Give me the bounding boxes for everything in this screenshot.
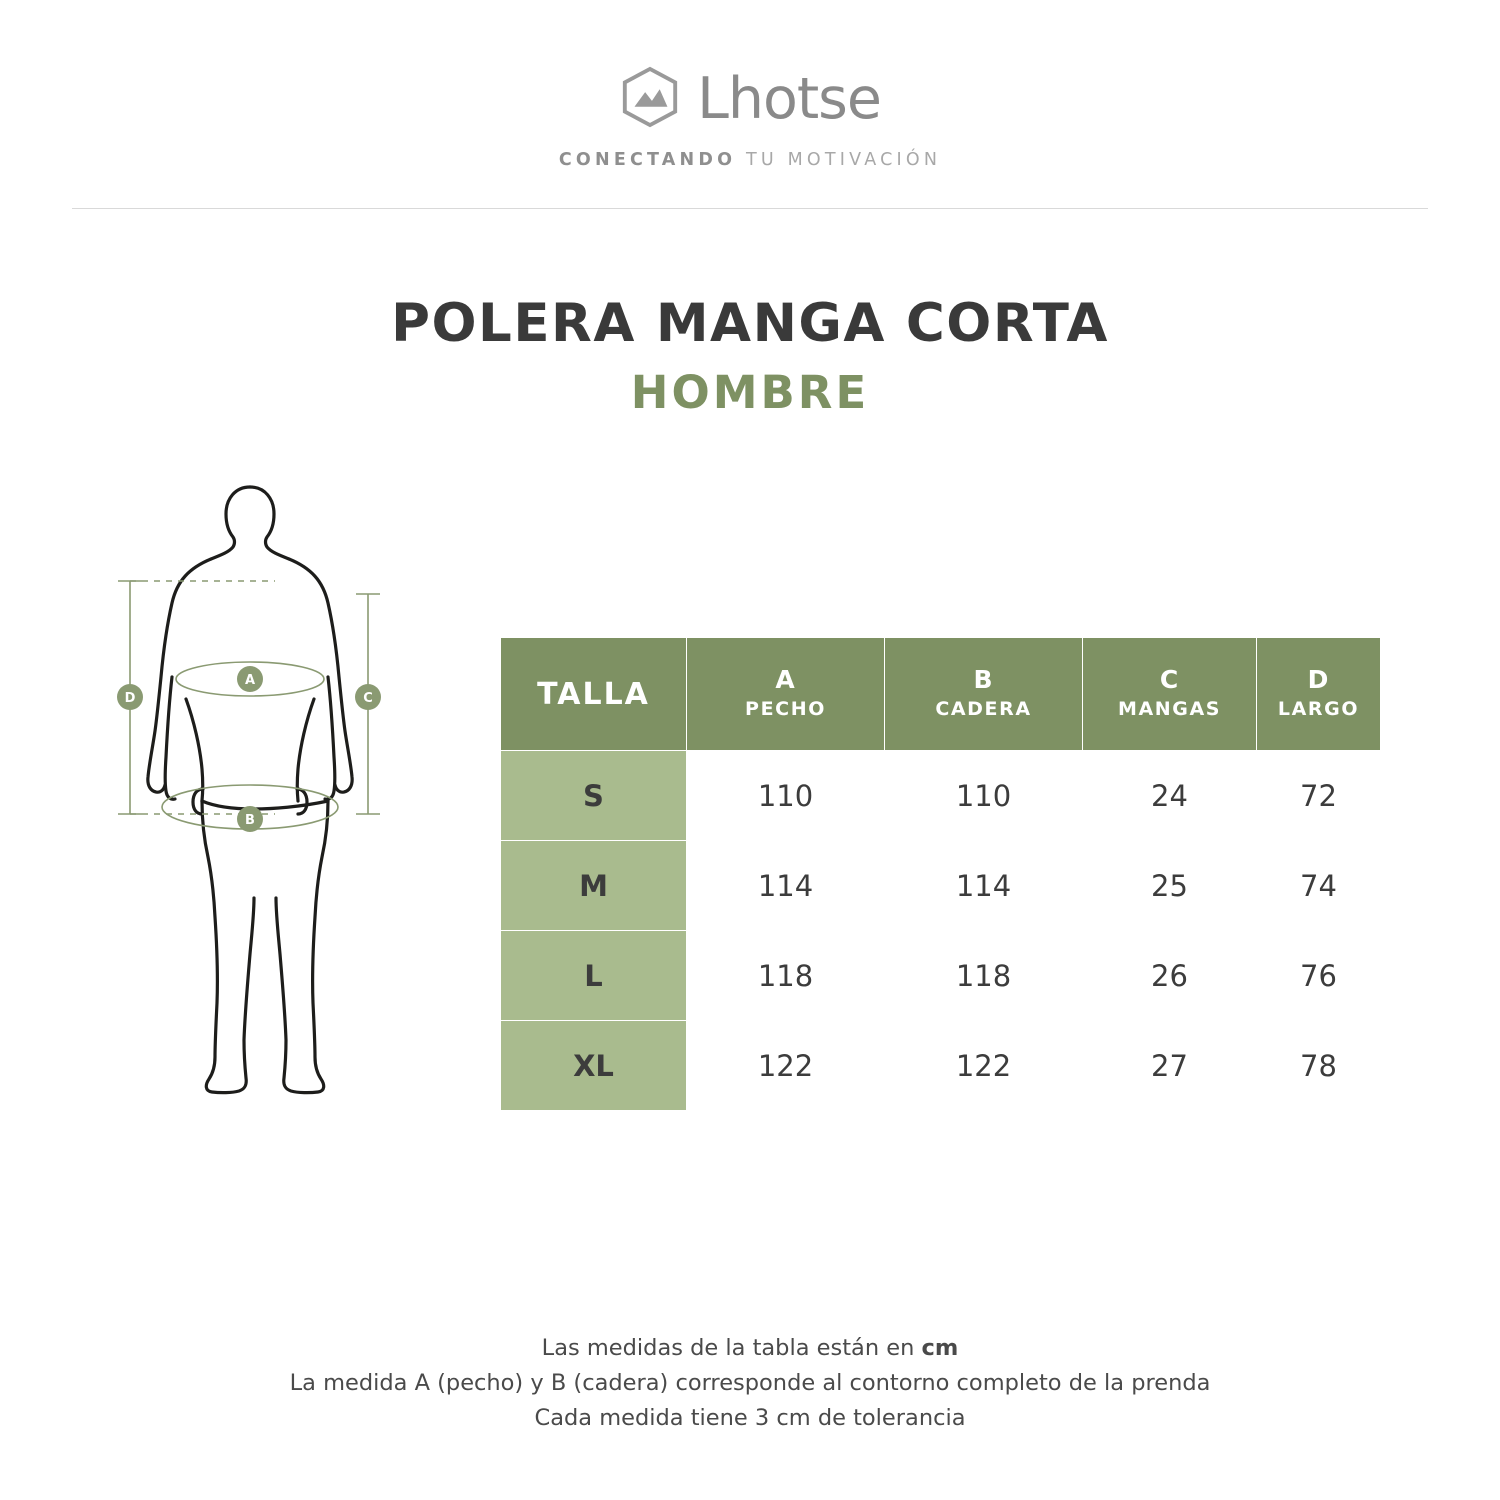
cell-pecho: 122 bbox=[687, 1021, 885, 1111]
cell-mangas: 27 bbox=[1083, 1021, 1257, 1111]
header-largo: D LARGO bbox=[1257, 638, 1381, 751]
size-table-wrapper bbox=[500, 637, 1380, 1111]
cell-pecho: 118 bbox=[687, 931, 885, 1021]
cell-cadera: 114 bbox=[885, 841, 1083, 931]
brand-tagline bbox=[0, 150, 1500, 170]
footnote-units: Las medidas de la tabla están en cm bbox=[541, 1335, 959, 1362]
footnote-tolerance: Cada medida tiene 3 cm de tolerancia bbox=[534, 1405, 966, 1432]
brand-header bbox=[0, 0, 1500, 209]
footnote-contour: La medida A (pecho) y B (cadera) corresponde al contorno completo de la prenda bbox=[289, 1370, 1211, 1397]
header-divider bbox=[72, 208, 1428, 209]
content-area bbox=[0, 469, 1500, 1089]
cell-pecho: 110 bbox=[687, 751, 885, 841]
title-main: POLERA MANGA CORTA bbox=[391, 293, 1109, 354]
footnotes bbox=[0, 1331, 1500, 1436]
tagline-bold: CONECTANDO bbox=[558, 150, 737, 170]
brand-name: Lhotse bbox=[697, 65, 881, 132]
cell-cadera: 118 bbox=[885, 931, 1083, 1021]
cell-size: L bbox=[501, 931, 687, 1021]
cell-cadera: 122 bbox=[885, 1021, 1083, 1111]
cell-size: S bbox=[501, 751, 687, 841]
cell-mangas: 25 bbox=[1083, 841, 1257, 931]
mountain-hexagon-icon bbox=[619, 66, 681, 128]
header-pecho: A PECHO bbox=[687, 638, 885, 751]
title-sub: HOMBRE bbox=[630, 366, 870, 419]
header-mangas: C MANGAS bbox=[1083, 638, 1257, 751]
cell-pecho: 114 bbox=[687, 841, 885, 931]
svg-text:C: C bbox=[363, 691, 373, 706]
cell-size: M bbox=[501, 841, 687, 931]
cell-largo: 72 bbox=[1257, 751, 1381, 841]
size-table bbox=[500, 637, 1381, 1111]
table-row bbox=[501, 931, 1381, 1021]
tagline-rest: TU MOTIVACIÓN bbox=[736, 150, 942, 170]
cell-cadera: 110 bbox=[885, 751, 1083, 841]
logo bbox=[0, 65, 1500, 132]
cell-size: XL bbox=[501, 1021, 687, 1111]
cell-mangas: 24 bbox=[1083, 751, 1257, 841]
cell-largo: 78 bbox=[1257, 1021, 1381, 1111]
cell-largo: 74 bbox=[1257, 841, 1381, 931]
header-cadera: B CADERA bbox=[885, 638, 1083, 751]
table-row bbox=[501, 751, 1381, 841]
table-header-row bbox=[501, 638, 1381, 751]
page-title bbox=[0, 293, 1500, 419]
svg-text:D: D bbox=[124, 691, 136, 706]
cell-largo: 76 bbox=[1257, 931, 1381, 1021]
body-measure-diagram bbox=[100, 469, 430, 1129]
cell-mangas: 26 bbox=[1083, 931, 1257, 1021]
table-row bbox=[501, 1021, 1381, 1111]
table-row bbox=[501, 841, 1381, 931]
svg-text:B: B bbox=[245, 813, 255, 828]
header-talla: TALLA bbox=[501, 638, 687, 751]
svg-text:A: A bbox=[244, 673, 256, 688]
